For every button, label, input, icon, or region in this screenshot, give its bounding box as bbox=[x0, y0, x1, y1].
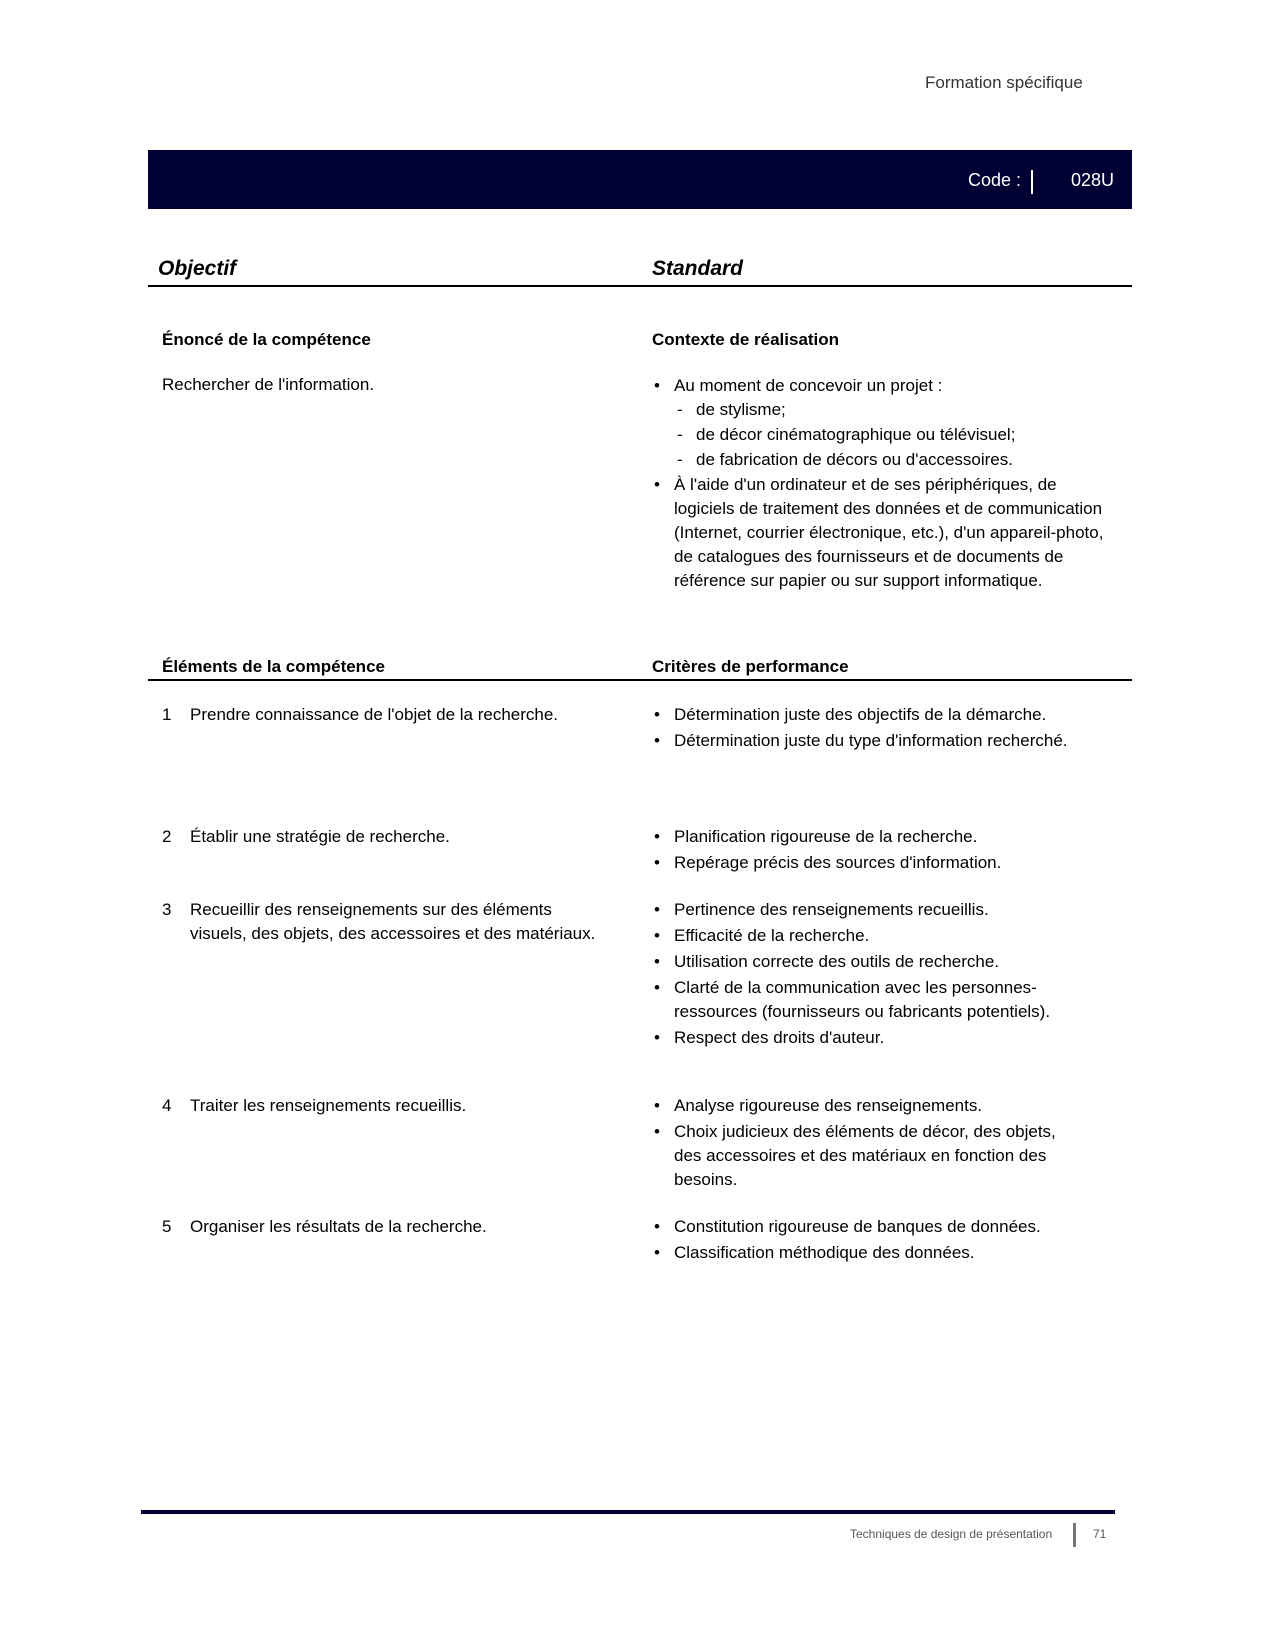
element-item bbox=[162, 1215, 602, 1239]
element-text: Prendre connaissance de l'objet de la recherche. bbox=[190, 705, 559, 724]
criterion: • Détermination juste des objectifs de la démarche. bbox=[652, 703, 1072, 727]
standard-heading: Standard bbox=[652, 257, 744, 280]
element-item bbox=[162, 898, 602, 946]
element-item bbox=[162, 825, 582, 849]
footer-rule bbox=[141, 1510, 1115, 1514]
elements-heading: Éléments de la compétence bbox=[162, 657, 385, 676]
element-number: 2 bbox=[162, 827, 172, 846]
criterion: • Détermination juste du type d'information recherché. bbox=[652, 729, 1072, 753]
contexte-heading: Contexte de réalisation bbox=[652, 330, 840, 349]
criterion: • Respect des droits d'auteur. bbox=[652, 1026, 1102, 1050]
criteria-list bbox=[652, 1094, 1082, 1194]
element-number: 5 bbox=[162, 1217, 172, 1236]
footer-separator bbox=[1073, 1523, 1076, 1547]
criterion: • Utilisation correcte des outils de recherche. bbox=[652, 950, 1102, 974]
objectif-heading: Objectif bbox=[158, 257, 237, 280]
element-text: Recueillir des renseignements sur des éléments visuels, des objets, des accessoires et des matériaux. bbox=[190, 900, 596, 943]
page-number: 71 bbox=[1093, 1527, 1107, 1541]
criterion: • Pertinence des renseignements recueillis. bbox=[652, 898, 1102, 922]
criteria-heading: Critères de performance bbox=[652, 657, 849, 676]
code-separator bbox=[1031, 170, 1033, 194]
element-number: 3 bbox=[162, 900, 172, 919]
criteria-list bbox=[652, 898, 1102, 1052]
element-item bbox=[162, 1094, 602, 1118]
element-text: Établir une stratégie de recherche. bbox=[190, 827, 450, 846]
enonce-text: Rechercher de l'information. bbox=[162, 375, 375, 394]
criterion: • Choix judicieux des éléments de décor, des objets, des accessoires et des matériaux en fonction des besoins. bbox=[652, 1120, 1082, 1192]
criterion: • Clarté de la communication avec les personnes-ressources (fournisseurs ou fabricants potentiels). bbox=[652, 976, 1102, 1024]
contexte-subitem: - de stylisme; bbox=[674, 398, 1112, 421]
criteria-list bbox=[652, 1215, 1052, 1267]
contexte-subitem: - de fabrication de décors ou d'accessoires. bbox=[674, 448, 1112, 471]
criterion: • Classification méthodique des données. bbox=[652, 1241, 1052, 1265]
program-label: Formation spécifique bbox=[925, 73, 1083, 92]
criterion: • Planification rigoureuse de la recherche. bbox=[652, 825, 1082, 849]
code-label: Code : bbox=[968, 170, 1022, 190]
enonce-heading: Énoncé de la compétence bbox=[162, 330, 371, 349]
element-text: Organiser les résultats de la recherche. bbox=[190, 1217, 487, 1236]
footer-title: Techniques de design de présentation bbox=[850, 1527, 1053, 1541]
contexte-subitem: - de décor cinématographique ou télévisuel; bbox=[674, 423, 1112, 446]
contexte-bullet: • Au moment de concevoir un projet : - de stylisme; - de décor cinématographique ou télévisuel; - de fabrication de décors ou d'accessoires. bbox=[652, 374, 1112, 471]
criteria-list bbox=[652, 703, 1072, 755]
element-item bbox=[162, 703, 582, 727]
element-number: 4 bbox=[162, 1096, 172, 1115]
code-value: 028U bbox=[1071, 170, 1115, 190]
element-text: Traiter les renseignements recueillis. bbox=[190, 1096, 467, 1115]
criterion: • Efficacité de la recherche. bbox=[652, 924, 1102, 948]
elements-rule bbox=[148, 679, 1132, 681]
criteria-list bbox=[652, 825, 1082, 877]
criterion: • Repérage précis des sources d'information. bbox=[652, 851, 1082, 875]
contexte-block bbox=[652, 374, 1112, 595]
criterion: • Constitution rigoureuse de banques de données. bbox=[652, 1215, 1052, 1239]
criterion: • Analyse rigoureuse des renseignements. bbox=[652, 1094, 1082, 1118]
element-number: 1 bbox=[162, 705, 172, 724]
contexte-bullet: • À l'aide d'un ordinateur et de ses périphériques, de logiciels de traitement des données et de communication (Internet, courrier électronique, etc.), d'un appareil-photo, de catalogues des fournisseurs et de documents de référence sur papier ou sur support informatique. bbox=[652, 473, 1112, 593]
heading-rule bbox=[148, 285, 1132, 287]
